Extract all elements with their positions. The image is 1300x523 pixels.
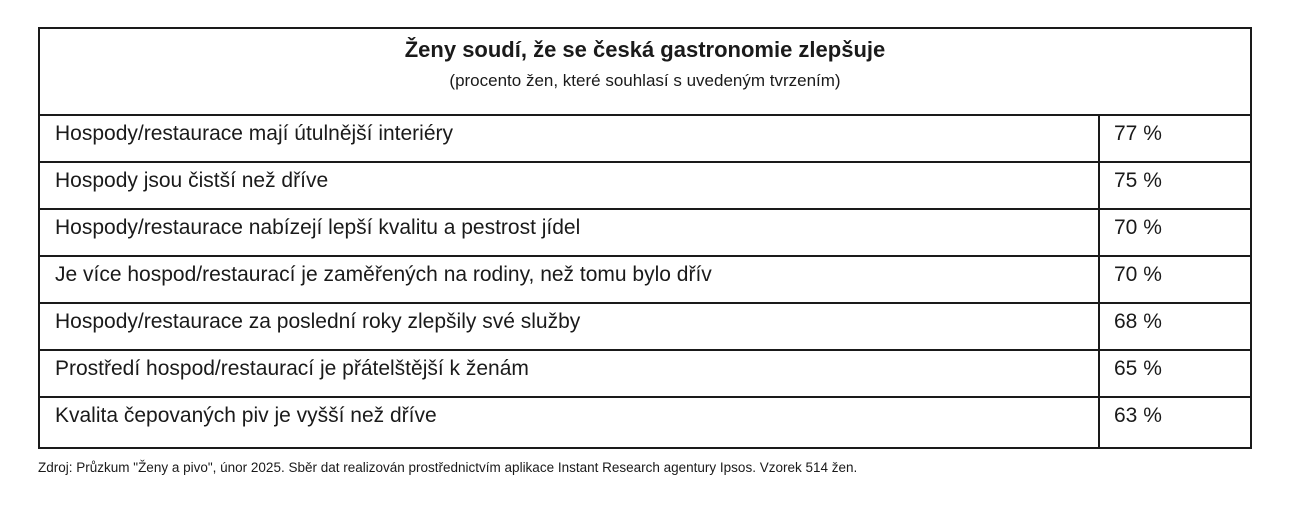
- row-label: Hospody/restaurace za poslední roky zlepšily své služby: [40, 304, 1100, 349]
- data-table: [38, 27, 1252, 449]
- row-label: Hospody/restaurace nabízejí lepší kvalitu a pestrost jídel: [40, 210, 1100, 255]
- table-row: [40, 163, 1250, 210]
- table-row: [40, 210, 1250, 257]
- table-row: [40, 116, 1250, 163]
- table-row: [40, 257, 1250, 304]
- row-value: 77 %: [1114, 122, 1162, 145]
- source-note: Zdroj: Průzkum "Ženy a pivo", únor 2025. Sběr dat realizován prostřednictvím aplikace Instant Research agentury Ipsos. Vzorek 514 žen.: [38, 460, 858, 475]
- row-label: Je více hospod/restaurací je zaměřených na rodiny, než tomu bylo dřív: [40, 257, 1100, 302]
- table-row: [40, 398, 1250, 447]
- row-label: Prostředí hospod/restaurací je přátelštější k ženám: [40, 351, 1100, 396]
- table-subtitle: (procento žen, které souhlasí s uvedeným tvrzením): [449, 71, 841, 90]
- table-row: [40, 351, 1250, 398]
- row-label: Hospody/restaurace mají útulnější interiéry: [40, 116, 1100, 161]
- row-value: 68 %: [1114, 310, 1162, 333]
- row-value: 65 %: [1114, 357, 1162, 380]
- row-label: Hospody jsou čistší než dříve: [40, 163, 1100, 208]
- row-value: 75 %: [1114, 169, 1162, 192]
- table-header: [40, 29, 1250, 116]
- row-label: Kvalita čepovaných piv je vyšší než dříve: [40, 398, 1100, 447]
- row-value: 63 %: [1114, 404, 1162, 427]
- table-title: Ženy soudí, že se česká gastronomie zlepšuje: [404, 37, 886, 62]
- row-value: 70 %: [1114, 263, 1162, 286]
- table-row: [40, 304, 1250, 351]
- row-value: 70 %: [1114, 216, 1162, 239]
